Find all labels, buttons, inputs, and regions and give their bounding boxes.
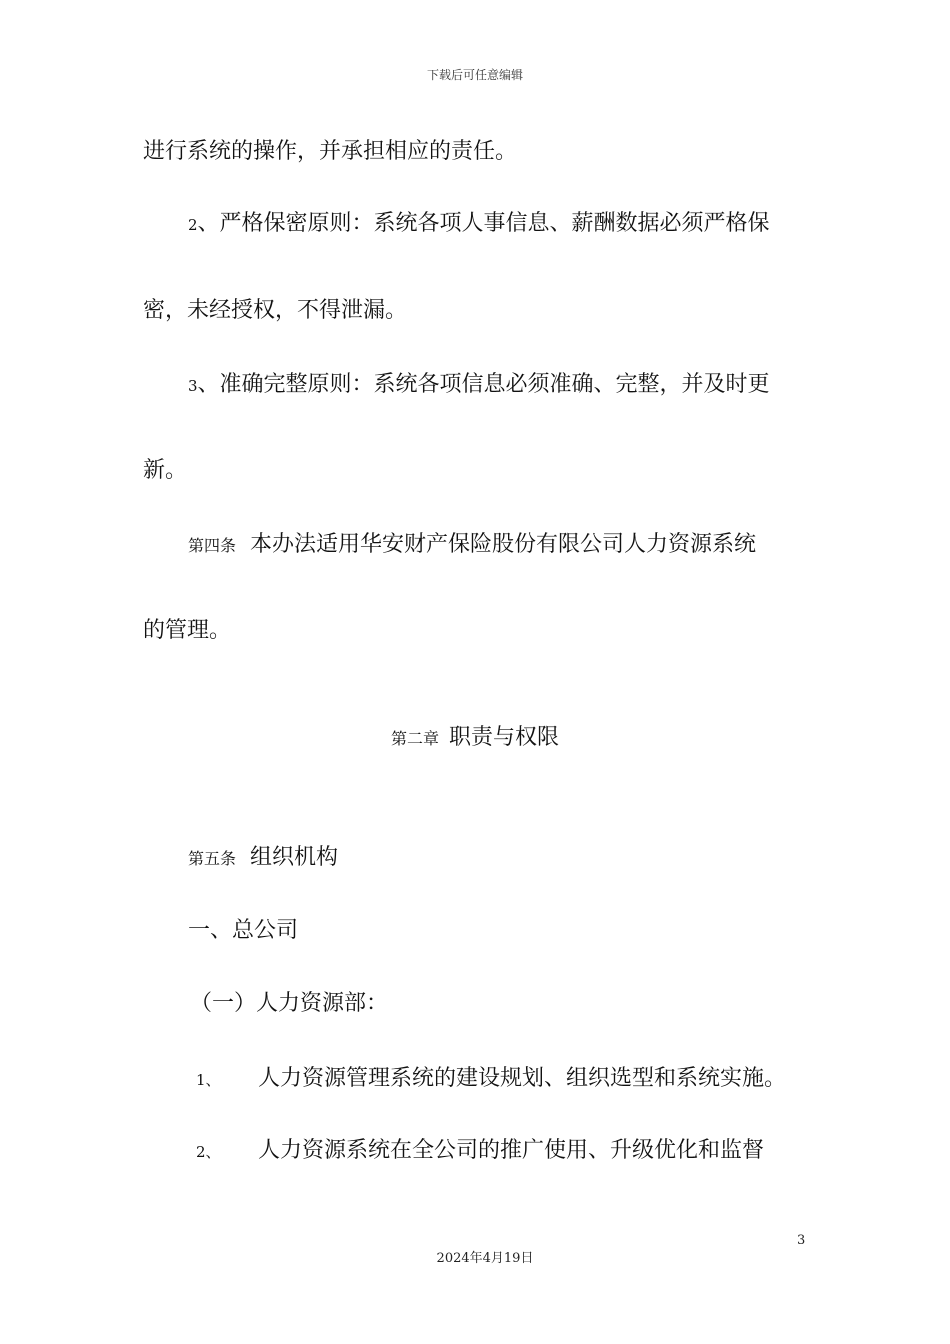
- paragraph-line: 密，未经授权，不得泄漏。: [143, 298, 408, 323]
- chapter-title: 职责与权限: [449, 725, 560, 750]
- principle-2-line: [188, 209, 770, 240]
- item-number: 2: [188, 216, 198, 234]
- item-number: 1、: [196, 1071, 221, 1089]
- principle-2-text: 、严格保密原则：系统各项人事信息、薪酬数据必须严格保: [197, 211, 770, 236]
- chapter-heading: [0, 723, 950, 754]
- subsection-heading: （一）人力资源部：: [190, 991, 389, 1016]
- footer-date: 2024年4月19日: [436, 1251, 534, 1266]
- list-item-text: 人力资源系统在全公司的推广使用、升级优化和监督: [258, 1138, 765, 1163]
- page-header: 下载后可任意编辑: [426, 68, 523, 82]
- paragraph-line: 的管理。: [143, 618, 232, 643]
- article-5-title: 组织机构: [250, 845, 339, 870]
- article-4-line: [188, 530, 756, 561]
- article-4-text: 本办法适用华安财产保险股份有限公司人力资源系统: [250, 532, 757, 557]
- section-heading: 一、总公司: [188, 918, 299, 943]
- item-number: 2、: [196, 1143, 221, 1161]
- principle-3-text: 、准确完整原则：系统各项信息必须准确、完整，并及时更: [197, 372, 770, 397]
- list-item: [196, 1064, 786, 1095]
- item-number: 3: [188, 377, 198, 395]
- list-item: [196, 1136, 764, 1167]
- chapter-label: 第二章: [390, 729, 439, 748]
- list-item-text: 人力资源管理系统的建设规划、组织选型和系统实施。: [258, 1066, 787, 1091]
- principle-3-line: [188, 370, 770, 401]
- article-label: 第五条: [188, 849, 237, 868]
- article-5-heading: [188, 843, 338, 874]
- article-label: 第四条: [188, 536, 237, 555]
- paragraph-line: 进行系统的操作，并承担相应的责任。: [143, 139, 518, 164]
- page-number: 3: [797, 1233, 806, 1248]
- paragraph-line: 新。: [143, 458, 188, 483]
